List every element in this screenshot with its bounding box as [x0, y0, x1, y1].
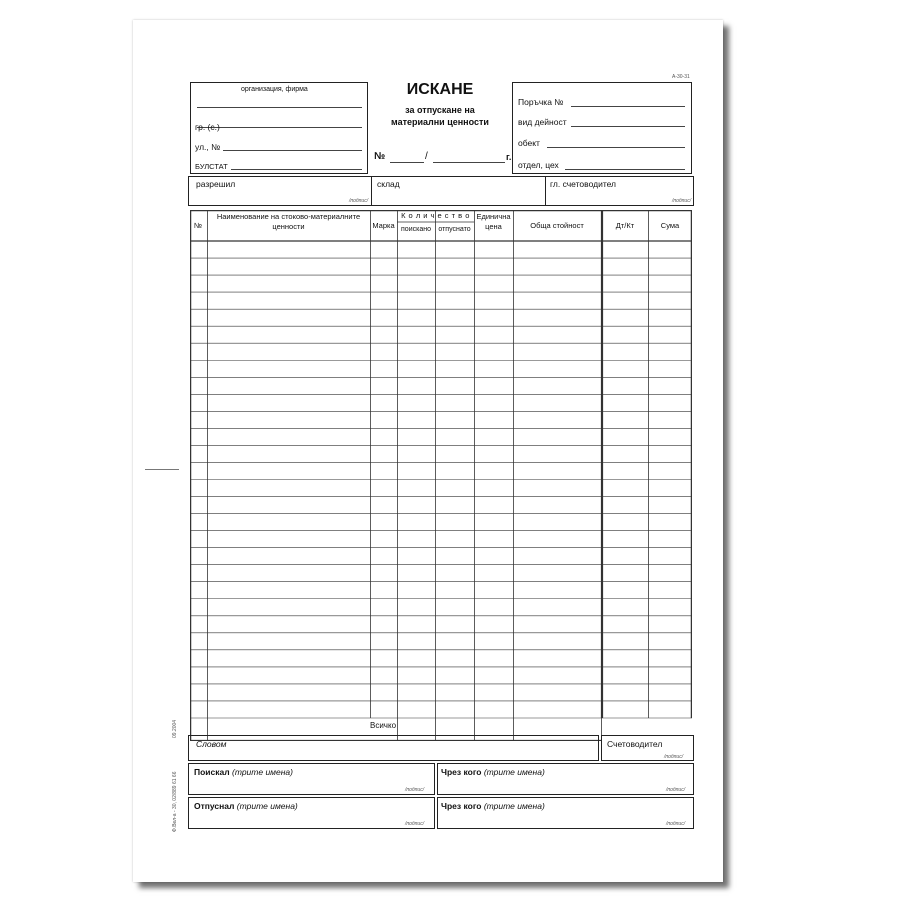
object-line: [547, 147, 685, 148]
col-header-brand: Марка: [372, 221, 395, 230]
approval-divider-1: [371, 177, 372, 205]
items-table: [190, 210, 692, 741]
col-header-no: №: [193, 221, 203, 230]
requested-via-hint: (трите имена): [483, 767, 545, 777]
accountant-box: [601, 735, 694, 761]
col-header-sum: Сума: [660, 221, 680, 230]
released-via-signature-label: /подпис/: [666, 821, 686, 827]
object-label: обект: [518, 138, 540, 148]
accountant-label: Счетоводител: [607, 739, 663, 749]
approval-divider-2: [545, 177, 546, 205]
total-label: Всичко: [370, 721, 397, 730]
order-line: [571, 106, 685, 107]
org-line-1: [197, 107, 362, 108]
requested-via-signature-label: /подпис/: [666, 787, 686, 793]
released-by-signature-label: /подпис/: [405, 821, 425, 827]
bulstat-line: [231, 169, 362, 170]
col-header-name-1: Наименование на стоково-материалните: [216, 212, 361, 221]
street-label: ул., №: [195, 142, 221, 152]
chief-accountant-label: гл. счетоводител: [550, 179, 617, 189]
released-via-title: Чрез кого: [441, 801, 482, 811]
number-separator: /: [425, 151, 428, 162]
dept-line: [565, 169, 685, 170]
organization-box: [190, 82, 368, 174]
col-header-total: Обща стойност: [530, 221, 584, 230]
requested-via-title: Чрез кого: [441, 767, 482, 777]
date-line: [433, 162, 505, 163]
in-words-box: [188, 735, 599, 761]
col-header-name-2: ценности: [272, 222, 305, 231]
released-via-box: [437, 797, 694, 829]
accountant-signature-label: /подпис/: [664, 754, 684, 760]
permitted-label: разрешил: [196, 179, 236, 189]
activity-label: вид дейност: [518, 117, 567, 127]
chief-accountant-signature-label: /подпис/: [672, 198, 692, 204]
order-label: Поръчка №: [518, 97, 564, 107]
released-by-title: Отпуснал: [194, 801, 235, 811]
requested-by-title: Поискал: [194, 767, 230, 777]
approval-row: [188, 176, 694, 206]
year-suffix: г.: [506, 152, 512, 162]
binding-mark: [145, 469, 179, 470]
col-header-dtkt: Дт/Кт: [615, 221, 635, 230]
number-label: №: [374, 151, 386, 162]
in-words-label: Словом: [196, 739, 227, 749]
col-header-unit-price-2: цена: [485, 222, 502, 231]
requested-by-box: [188, 763, 435, 795]
col-header-quantity: К о л и ч е с т в о: [401, 211, 470, 220]
org-line-2: [197, 127, 362, 128]
col-header-qty-released: отпуснато: [438, 226, 471, 233]
requested-by-hint: (трите имена): [232, 767, 293, 777]
col-header-qty-requested: поискано: [401, 226, 431, 233]
form-subtitle-1: за отпускане на: [405, 105, 475, 115]
permitted-signature-label: /подпис/: [349, 198, 369, 204]
requested-by-signature-label: /подпис/: [405, 787, 425, 793]
released-via-hint: (трите имена): [483, 801, 545, 811]
form-subtitle-2: материални ценности: [391, 117, 489, 127]
items-table-lines: [190, 210, 692, 741]
col-header-unit-price-1: Единична: [476, 212, 511, 221]
number-line: [390, 162, 424, 163]
form-sheet: [133, 20, 723, 882]
side-print-date: 09.2004: [172, 719, 178, 738]
bulstat-label: БУЛСТАТ: [195, 162, 228, 171]
released-via-label: [441, 802, 545, 811]
requested-via-box: [437, 763, 694, 795]
document-code: А-30-31: [672, 74, 690, 80]
city-label: гр. (с.): [195, 122, 220, 132]
released-by-box: [188, 797, 435, 829]
warehouse-label: склад: [377, 179, 400, 189]
org-label: организация, фирма: [241, 86, 308, 93]
street-line: [223, 150, 362, 151]
form-title: ИСКАНЕ: [406, 81, 474, 98]
requested-via-label: [441, 768, 545, 777]
requested-by-label: [194, 768, 293, 777]
order-box: [512, 82, 692, 174]
released-by-hint: (трите имена): [236, 801, 298, 811]
side-print-publisher: Ф.Вел-а - 30, 02/889 61 66: [172, 771, 178, 832]
dept-label: отдел, цех: [518, 160, 559, 170]
activity-line: [571, 126, 685, 127]
released-by-label: [194, 802, 298, 811]
